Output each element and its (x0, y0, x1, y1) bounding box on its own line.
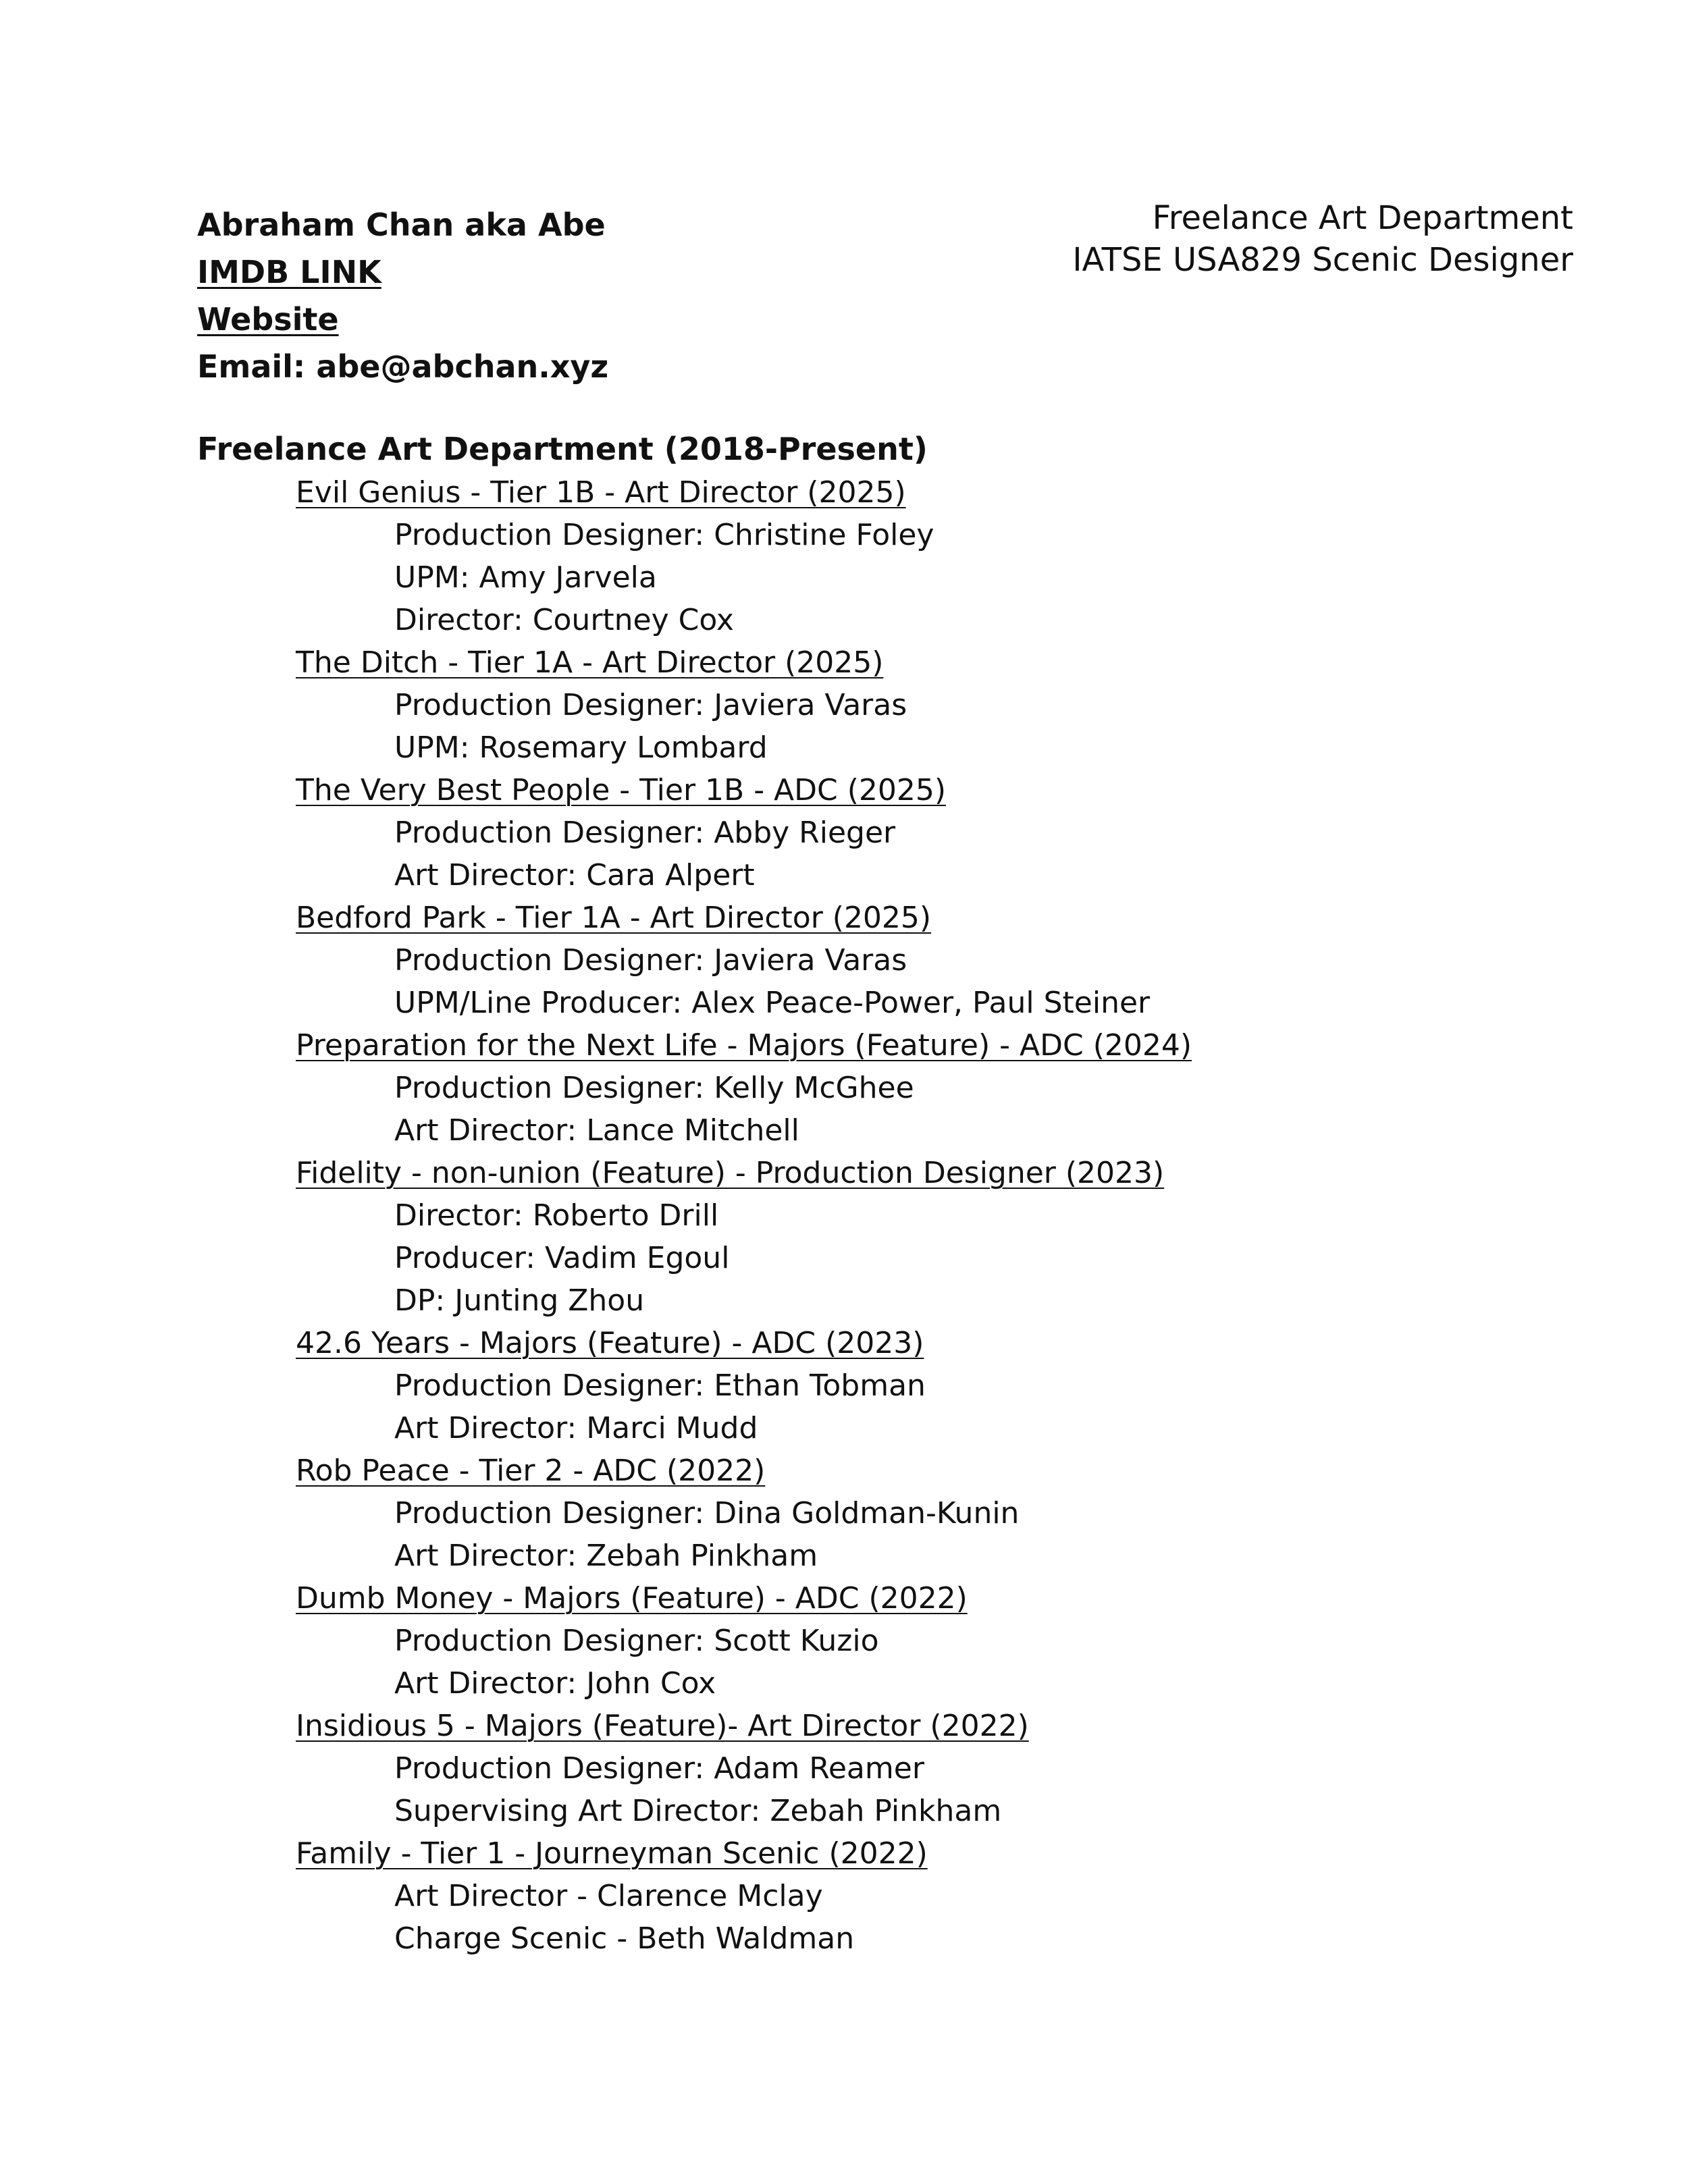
credit-line: Art Director - Clarence Mclay (394, 1879, 823, 1913)
credit-line: Production Designer: Ethan Tobman (394, 1368, 926, 1403)
credit-line: Production Designer: Adam Reamer (394, 1751, 924, 1786)
project-title: Rob Peace - Tier 2 - ADC (2022) (296, 1454, 766, 1488)
credit-line: Production Designer: Javiera Varas (394, 943, 907, 978)
project-title: Preparation for the Next Life - Majors (Feature) - ADC (2024) (296, 1028, 1192, 1063)
project-title: Family - Tier 1 - Journeyman Scenic (2022) (296, 1836, 928, 1871)
credit-line: Producer: Vadim Egoul (394, 1241, 730, 1275)
project-entry (0, 1024, 1688, 1152)
credit-line: UPM/Line Producer: Alex Peace-Power, Paul Steiner (394, 986, 1151, 1020)
project-title: Insidious 5 - Majors (Feature)- Art Director (2022) (296, 1709, 1029, 1743)
email-line: Email: abe@abchan.xyz (197, 348, 609, 385)
credit-line: Supervising Art Director: Zebah Pinkham (394, 1794, 1002, 1828)
role-line-2: IATSE USA829 Scenic Designer (1072, 241, 1573, 279)
credit-line: Art Director: Cara Alpert (394, 858, 755, 893)
project-entry (0, 769, 1688, 897)
section-title: Freelance Art Department (2018-Present) (197, 431, 928, 467)
project-title: The Ditch - Tier 1A - Art Director (2025) (296, 645, 884, 680)
credit-line: Production Designer: Abby Rieger (394, 816, 896, 850)
credit-line: Art Director: Lance Mitchell (394, 1113, 799, 1148)
project-entry (0, 1322, 1688, 1449)
credit-line: UPM: Amy Jarvela (394, 560, 657, 595)
credit-line: Production Designer: Scott Kuzio (394, 1624, 879, 1658)
project-entry (0, 641, 1688, 769)
project-list (0, 471, 1688, 1960)
credit-line: Art Director: John Cox (394, 1666, 716, 1701)
contact-block (197, 201, 1007, 390)
role-line-1: Freelance Art Department (1152, 199, 1573, 237)
project-title: The Very Best People - Tier 1B - ADC (2025) (296, 773, 947, 807)
imdb-link-row (197, 248, 1007, 296)
credit-line: Production Designer: Christine Foley (394, 518, 934, 552)
credit-line: DP: Junting Zhou (394, 1283, 645, 1318)
project-title: Fidelity - non-union (Feature) - Production Designer (2023) (296, 1156, 1165, 1190)
project-title: Bedford Park - Tier 1A - Art Director (2025) (296, 901, 932, 935)
project-title: Evil Genius - Tier 1B - Art Director (2025) (296, 475, 906, 510)
website-link-row (197, 296, 1007, 343)
credit-line: UPM: Rosemary Lombard (394, 730, 768, 765)
person-name: Abraham Chan aka Abe (197, 207, 606, 243)
credit-line: Art Director: Marci Mudd (394, 1411, 758, 1445)
credit-line: Director: Courtney Cox (394, 603, 734, 637)
credit-line: Director: Roberto Drill (394, 1198, 719, 1233)
credit-line: Art Director: Zebah Pinkham (394, 1539, 818, 1573)
project-title: Dumb Money - Majors (Feature) - ADC (2022) (296, 1581, 968, 1616)
credit-line: Production Designer: Kelly McGhee (394, 1071, 914, 1105)
credit-line: Production Designer: Dina Goldman-Kunin (394, 1496, 1020, 1530)
project-entry (0, 1832, 1688, 1960)
project-title: 42.6 Years - Majors (Feature) - ADC (2023) (296, 1326, 924, 1360)
website-link[interactable]: Website (197, 301, 339, 338)
project-entry (0, 1577, 1688, 1705)
credit-line: Production Designer: Javiera Varas (394, 688, 907, 722)
project-entry (0, 897, 1688, 1024)
credit-line: Charge Scenic - Beth Waldman (394, 1921, 855, 1956)
project-entry (0, 1705, 1688, 1832)
project-entry (0, 471, 1688, 641)
role-block (1072, 197, 1573, 281)
project-entry (0, 1152, 1688, 1322)
project-entry (0, 1449, 1688, 1577)
imdb-link[interactable]: IMDB LINK (197, 254, 381, 290)
